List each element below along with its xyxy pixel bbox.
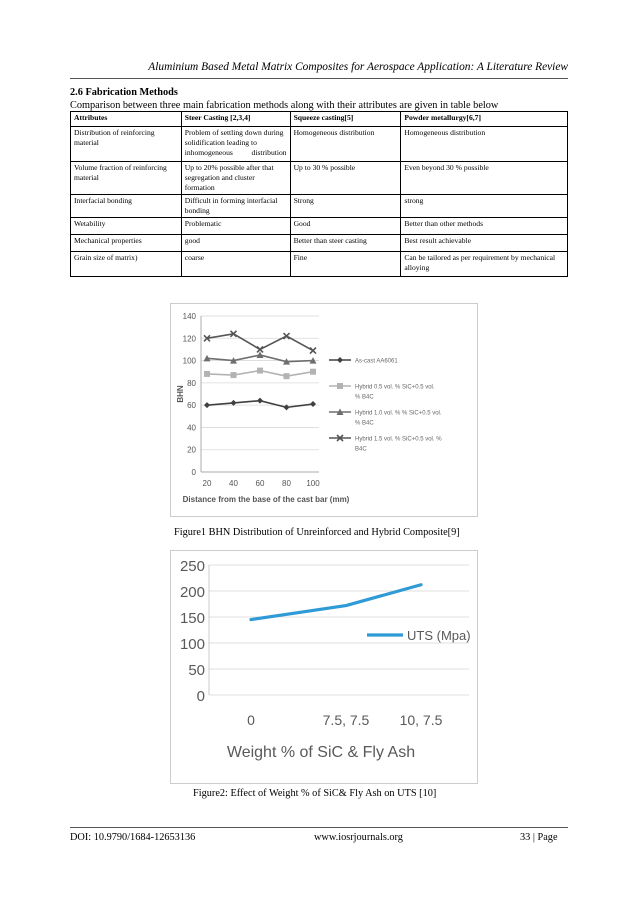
section-intro: Comparison between three main fabrication methods along with their attributes are given in table below bbox=[70, 100, 499, 111]
y-tick-label: 120 bbox=[182, 334, 196, 344]
table-row bbox=[71, 162, 568, 195]
table-row bbox=[71, 235, 568, 252]
legend-label: UTS (Mpa) bbox=[407, 628, 471, 643]
y-tick-label: 0 bbox=[196, 688, 205, 705]
x-tick-label: 20 bbox=[202, 479, 212, 488]
y-tick-label: 50 bbox=[188, 662, 205, 679]
x-tick-label: 10, 7.5 bbox=[399, 712, 443, 728]
figure-2-frame bbox=[170, 550, 478, 784]
table-cell: Problematic bbox=[181, 218, 290, 235]
table-cell: coarse bbox=[181, 252, 290, 277]
legend-entry bbox=[367, 628, 471, 643]
x-axis-label: Distance from the base of the cast bar (mm) bbox=[182, 495, 350, 504]
x-tick-label: 100 bbox=[306, 479, 320, 488]
point-x bbox=[310, 348, 316, 354]
table-cell: Homogeneous distribution bbox=[401, 127, 568, 162]
table-cell: Difficult in forming interfacial bonding bbox=[181, 195, 290, 218]
fabrication-methods-table bbox=[70, 111, 568, 277]
y-tick-label: 140 bbox=[182, 312, 196, 321]
point-square bbox=[204, 371, 210, 377]
y-tick-label: 150 bbox=[179, 610, 205, 627]
table-cell: Homogeneous distribution bbox=[290, 127, 401, 162]
y-tick-label: 60 bbox=[187, 401, 196, 411]
running-title: Aluminium Based Metal Matrix Composites for Aerospace Application: A Literature Review bbox=[148, 61, 568, 73]
bhn-distribution-chart bbox=[171, 304, 477, 516]
table-cell: Problem of settling down during solidification leading to inhomogeneous distribution bbox=[181, 127, 290, 162]
table-row bbox=[71, 195, 568, 218]
table-cell: Grain size of matrix) bbox=[71, 252, 182, 277]
point-square bbox=[337, 383, 343, 389]
legend-label: Hybrid 0.5 vol. % SiC+0.5 vol. bbox=[355, 384, 435, 391]
table-cell: Even beyond 30 % possible bbox=[401, 162, 568, 195]
table-cell: Volume fraction of reinforcing material bbox=[71, 162, 182, 195]
legend-entry bbox=[329, 435, 442, 453]
table-header-row bbox=[71, 112, 568, 127]
point-square bbox=[310, 369, 316, 375]
y-tick-label: 80 bbox=[187, 378, 196, 388]
figure-2-caption: Figure2: Effect of Weight % of SiC& Fly Ash on UTS [10] bbox=[193, 788, 437, 799]
table-cell: good bbox=[181, 235, 290, 252]
table-cell: Interfacial bonding bbox=[71, 195, 182, 218]
y-tick-label: 40 bbox=[187, 423, 196, 433]
footer-rule bbox=[70, 827, 568, 828]
y-tick-label: 100 bbox=[179, 636, 205, 653]
table-cell: Better than other methods bbox=[401, 218, 568, 235]
table-cell: Best result achievable bbox=[401, 235, 568, 252]
legend-label: Hybrid 1.0 vol. % % SiC+0.5 vol. bbox=[355, 410, 442, 417]
table-cell: Strong bbox=[290, 195, 401, 218]
table-cell: Good bbox=[290, 218, 401, 235]
x-tick-label: 0 bbox=[247, 712, 255, 728]
table-header-cell: Powder metallurgy[6,7] bbox=[401, 112, 568, 127]
y-tick-label: 200 bbox=[179, 584, 205, 601]
legend-label: % B4C bbox=[355, 394, 374, 401]
y-axis-label: BHN bbox=[176, 385, 185, 403]
point-diamond bbox=[257, 398, 263, 404]
table-header-cell: Steer Casting [2,3,4] bbox=[181, 112, 290, 127]
legend-label: B4C bbox=[355, 446, 367, 453]
table-row bbox=[71, 127, 568, 162]
series-group bbox=[204, 368, 316, 380]
x-tick-label: 40 bbox=[229, 479, 238, 488]
x-tick-label: 80 bbox=[282, 479, 291, 488]
footer-website: www.iosrjournals.org bbox=[314, 832, 403, 843]
point-diamond bbox=[337, 357, 343, 363]
table-cell: Can be tailored as per requirement by mechanical alloying bbox=[401, 252, 568, 277]
table-header-cell: Attributes bbox=[71, 112, 182, 127]
footer-page-number: 33 | Page bbox=[520, 832, 558, 843]
table-cell: Distribution of reinforcing material bbox=[71, 127, 182, 162]
table-row bbox=[71, 252, 568, 277]
table-header-cell: Squeeze casting[5] bbox=[290, 112, 401, 127]
legend-entry bbox=[329, 383, 435, 401]
x-tick-label: 7.5, 7.5 bbox=[322, 712, 370, 728]
y-tick-label: 250 bbox=[179, 558, 205, 575]
uts-chart bbox=[171, 551, 477, 783]
series-line bbox=[251, 585, 421, 620]
legend-label: As-cast AA6061 bbox=[355, 358, 398, 365]
header-rule bbox=[70, 78, 568, 79]
footer-doi: DOI: 10.9790/1684-12653136 bbox=[70, 832, 196, 843]
table-cell: Mechanical properties bbox=[71, 235, 182, 252]
table-cell: Up to 30 % possible bbox=[290, 162, 401, 195]
table-row bbox=[71, 218, 568, 235]
point-square bbox=[257, 368, 263, 374]
point-square bbox=[284, 373, 290, 379]
x-tick-label: 60 bbox=[255, 479, 265, 488]
legend-entry bbox=[329, 357, 398, 365]
table-cell: Better than steer casting bbox=[290, 235, 401, 252]
series-group bbox=[204, 331, 316, 354]
figure-1-frame bbox=[170, 303, 478, 517]
y-tick-label: 100 bbox=[182, 356, 196, 366]
y-tick-label: 0 bbox=[191, 468, 196, 477]
point-diamond bbox=[310, 401, 316, 407]
legend-label: Hybrid 1.5 vol. % SiC+0.5 vol. % bbox=[355, 436, 442, 443]
series-line bbox=[207, 334, 313, 351]
point-square bbox=[231, 372, 237, 378]
table-cell: Fine bbox=[290, 252, 401, 277]
section-heading: 2.6 Fabrication Methods bbox=[70, 87, 178, 98]
legend-entry bbox=[329, 409, 442, 427]
table-cell: Up to 20% possible after that segregation and cluster formation bbox=[181, 162, 290, 195]
table-cell: strong bbox=[401, 195, 568, 218]
series-group bbox=[204, 352, 317, 365]
point-diamond bbox=[204, 402, 210, 408]
series-group bbox=[204, 398, 316, 411]
legend-label: % B4C bbox=[355, 420, 374, 427]
x-axis-label: Weight % of SiC & Fly Ash bbox=[226, 744, 416, 761]
y-tick-label: 20 bbox=[187, 445, 196, 455]
figure-1-caption: Figure1 BHN Distribution of Unreinforced and Hybrid Composite[9] bbox=[174, 527, 460, 538]
table-cell: Wetability bbox=[71, 218, 182, 235]
